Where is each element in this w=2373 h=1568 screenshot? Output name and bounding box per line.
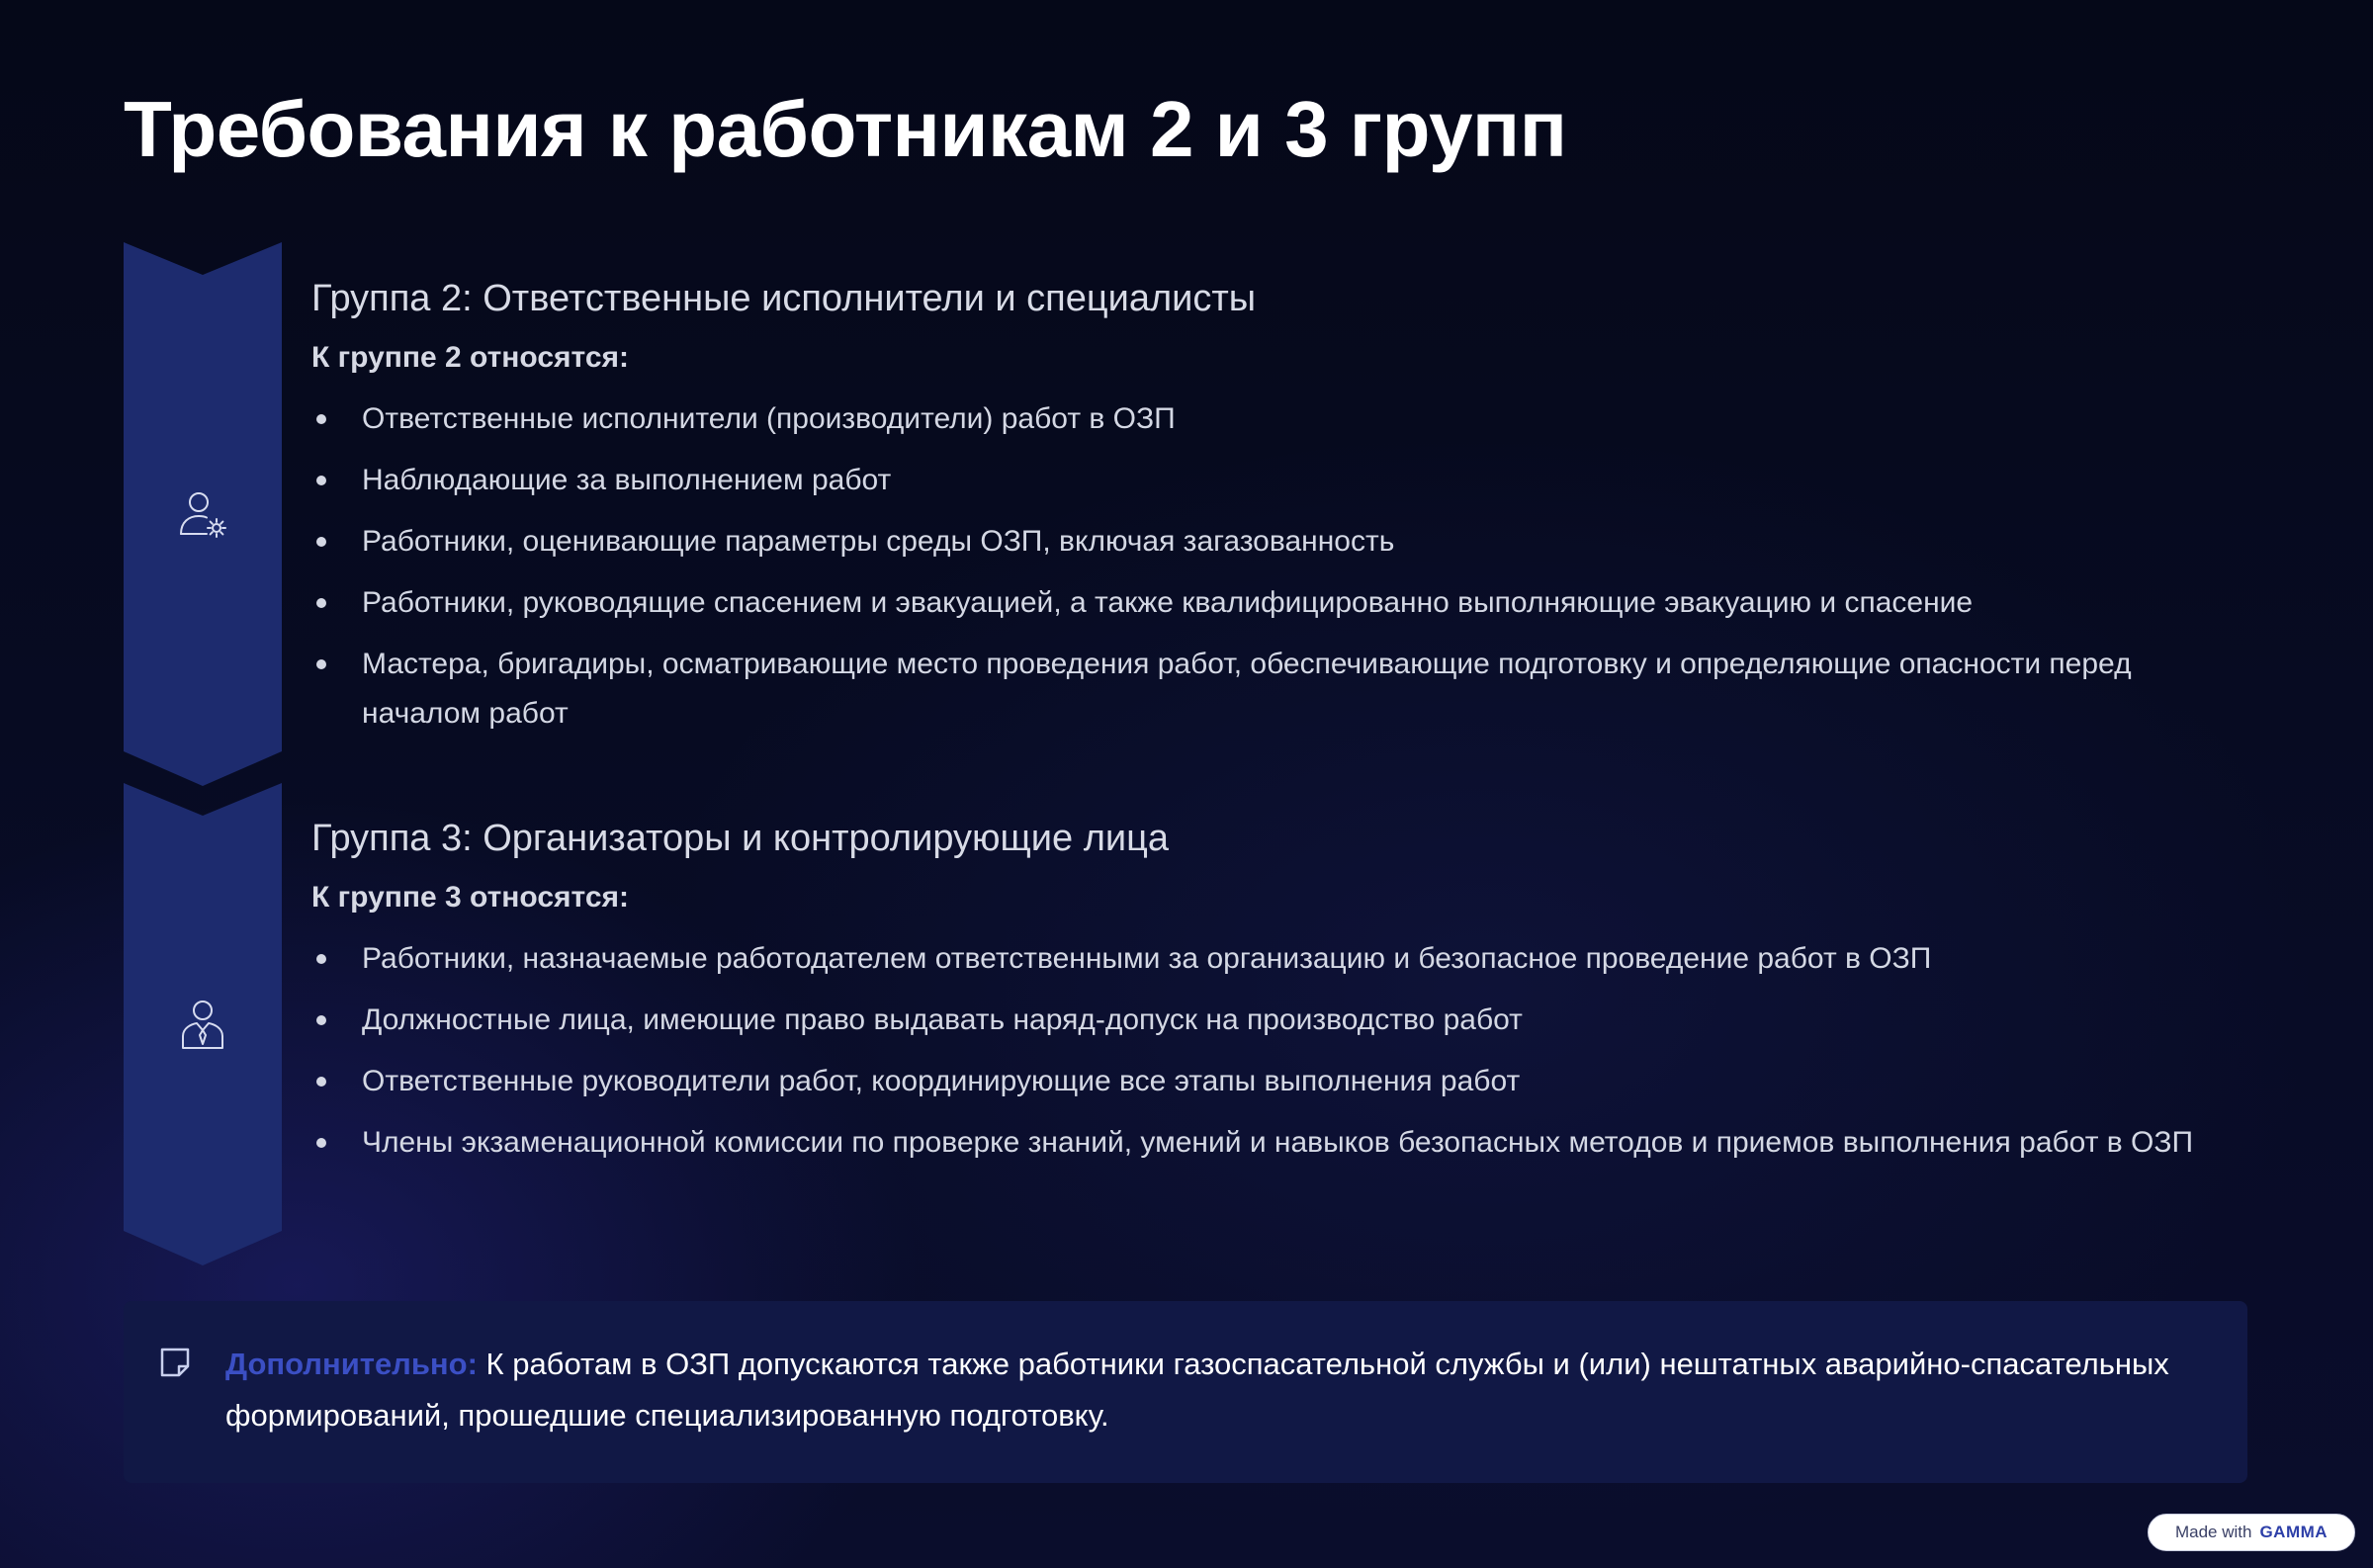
- group-3-list: [311, 934, 2249, 1168]
- sticky-note-icon: [158, 1346, 192, 1379]
- bullet-icon: [316, 414, 326, 424]
- bullet-icon: [316, 954, 326, 964]
- list-item: Работники, руководящие спасением и эвакуацией, а также квалифицированно выполняющие эвакуацию и спасение: [311, 578, 2249, 628]
- bullet-icon: [316, 537, 326, 547]
- list-item: Ответственные исполнители (производители) работ в ОЗП: [311, 394, 2249, 444]
- note-body: К работам в ОЗП допускаются также работники газоспасательной службы и (или) нештатных аварийно-спасательных формирований, прошедшие специализированную подготовку.: [225, 1347, 2169, 1433]
- note-box: [124, 1301, 2247, 1483]
- list-item: Работники, оценивающие параметры среды ОЗП, включая загазованность: [311, 517, 2249, 566]
- list-item: Работники, назначаемые работодателем ответственными за организацию и безопасное проведение работ в ОЗП: [311, 934, 2249, 984]
- slide-title: Требования к работникам 2 и 3 групп: [124, 85, 1567, 173]
- group-2-list: [311, 394, 2249, 739]
- group-3-section: [311, 814, 2249, 1179]
- group-2-subtitle: К группе 2 относятся:: [311, 341, 630, 374]
- group-2-title: Группа 2: Ответственные исполнители и специалисты: [311, 278, 1257, 319]
- list-item: Члены экзаменационной комиссии по проверке знаний, умений и навыков безопасных методов и приемов выполнения работ в ОЗП: [311, 1118, 2249, 1168]
- group-2-section: [311, 274, 2249, 750]
- note-label: Дополнительно:: [225, 1347, 478, 1381]
- note-text: [225, 1339, 2193, 1441]
- bullet-icon: [316, 1138, 326, 1148]
- badge-prefix: Made with: [2174, 1523, 2252, 1541]
- made-with-gamma-badge[interactable]: [2148, 1514, 2355, 1551]
- group-3-chevron: [124, 783, 282, 1265]
- user-gear-icon: [175, 486, 230, 542]
- bullet-icon: [316, 659, 326, 669]
- bullet-icon: [316, 1015, 326, 1025]
- list-item: Ответственные руководители работ, координирующие все этапы выполнения работ: [311, 1057, 2249, 1106]
- list-item: Мастера, бригадиры, осматривающие место проведения работ, обеспечивающие подготовку и определяющие опасности перед началом работ: [311, 640, 2249, 739]
- group-3-subtitle: К группе 3 относятся:: [311, 881, 630, 914]
- group-2-chevron: [124, 242, 282, 786]
- businessman-icon: [175, 997, 230, 1052]
- group-3-title: Группа 3: Организаторы и контролирующие лица: [311, 818, 1170, 859]
- bullet-icon: [316, 476, 326, 485]
- list-item: Должностные лица, имеющие право выдавать наряд-допуск на производство работ: [311, 996, 2249, 1045]
- list-item: Наблюдающие за выполнением работ: [311, 456, 2249, 505]
- bullet-icon: [316, 1077, 326, 1087]
- gamma-logo: GAMMA: [2259, 1523, 2329, 1541]
- bullet-icon: [316, 598, 326, 608]
